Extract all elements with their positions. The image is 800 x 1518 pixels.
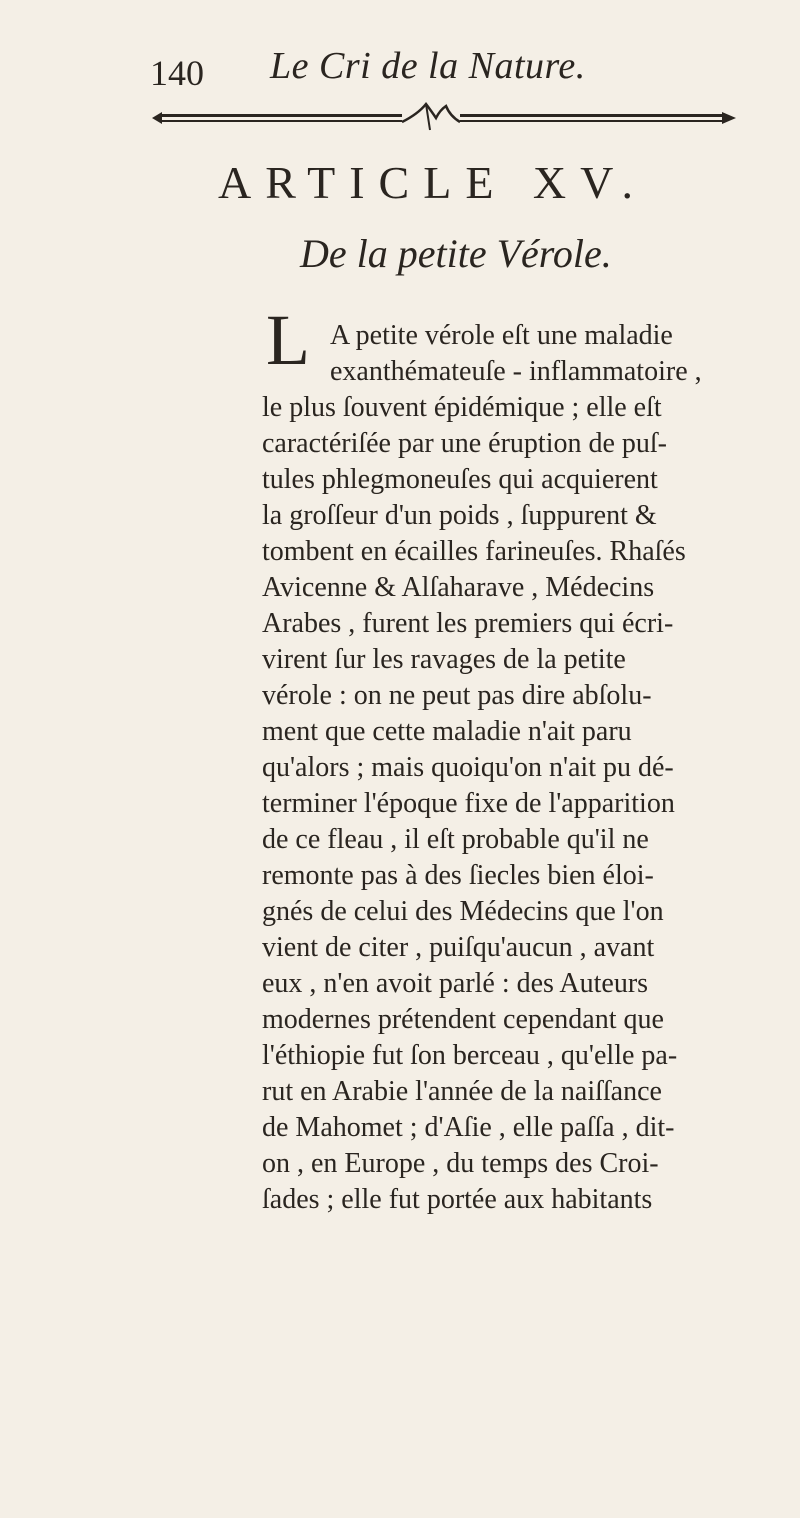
drop-cap: L: [266, 300, 310, 380]
text-line: ment que cette maladie n'ait paru: [262, 716, 632, 747]
text-line: qu'alors ; mais quoiqu'on n'ait pu dé-: [262, 752, 674, 783]
text-line: modernes prétendent cependant que: [262, 1004, 664, 1035]
text-line: de ce fleau , il eſt probable qu'il ne: [262, 824, 649, 855]
text-line: terminer l'époque fixe de l'apparition: [262, 788, 675, 819]
text-line: tombent en écailles farineuſes. Rhaſés: [262, 536, 686, 567]
text-line: gnés de celui des Médecins que l'on: [262, 896, 664, 927]
article-subtitle: De la petite Vérole.: [300, 231, 612, 276]
ornament-icon: [150, 100, 738, 136]
text-line: eux , n'en avoit parlé : des Auteurs: [262, 968, 649, 999]
text-line: la groſſeur d'un poids , ſuppurent &: [262, 500, 657, 531]
running-title: Le Cri de la Nature.: [270, 45, 586, 87]
text-line: vérole : on ne peut pas dire abſolu-: [262, 680, 652, 711]
text-line: l'éthiopie fut ſon berceau , qu'elle pa-: [262, 1040, 678, 1071]
text-line: Avicenne & Alſaharave , Médecins: [262, 572, 655, 603]
page-number: 140: [150, 53, 204, 93]
text-line: remonte pas à des ſiecles bien éloi-: [262, 860, 654, 891]
text-line: caractériſée par une éruption de puſ-: [262, 428, 668, 459]
text-line: virent ſur les ravages de la petite: [262, 644, 626, 675]
article-heading: ARTICLE XV.: [218, 157, 647, 208]
text-line: rut en Arabie l'année de la naiſſance: [262, 1076, 662, 1107]
text-line: tules phlegmoneuſes qui acquierent: [262, 464, 658, 495]
text-line: de Mahomet ; d'Aſie , elle paſſa , dit-: [262, 1112, 675, 1143]
text-line: Arabes , furent les premiers qui écri-: [262, 608, 674, 639]
text-line: A petite vérole eſt une maladie: [330, 320, 673, 351]
text-line: le plus ſouvent épidémique ; elle eſt: [262, 392, 662, 423]
text-line: ſades ; elle fut portée aux habitants: [262, 1184, 653, 1215]
text-line: on , en Europe , du temps des Croi-: [262, 1148, 659, 1179]
ornamental-rule: [150, 100, 738, 136]
running-head: [150, 44, 710, 94]
text-line: vient de citer , puiſqu'aucun , avant: [262, 932, 655, 963]
text-line: exanthémateuſe - inflammatoire ,: [330, 356, 702, 387]
